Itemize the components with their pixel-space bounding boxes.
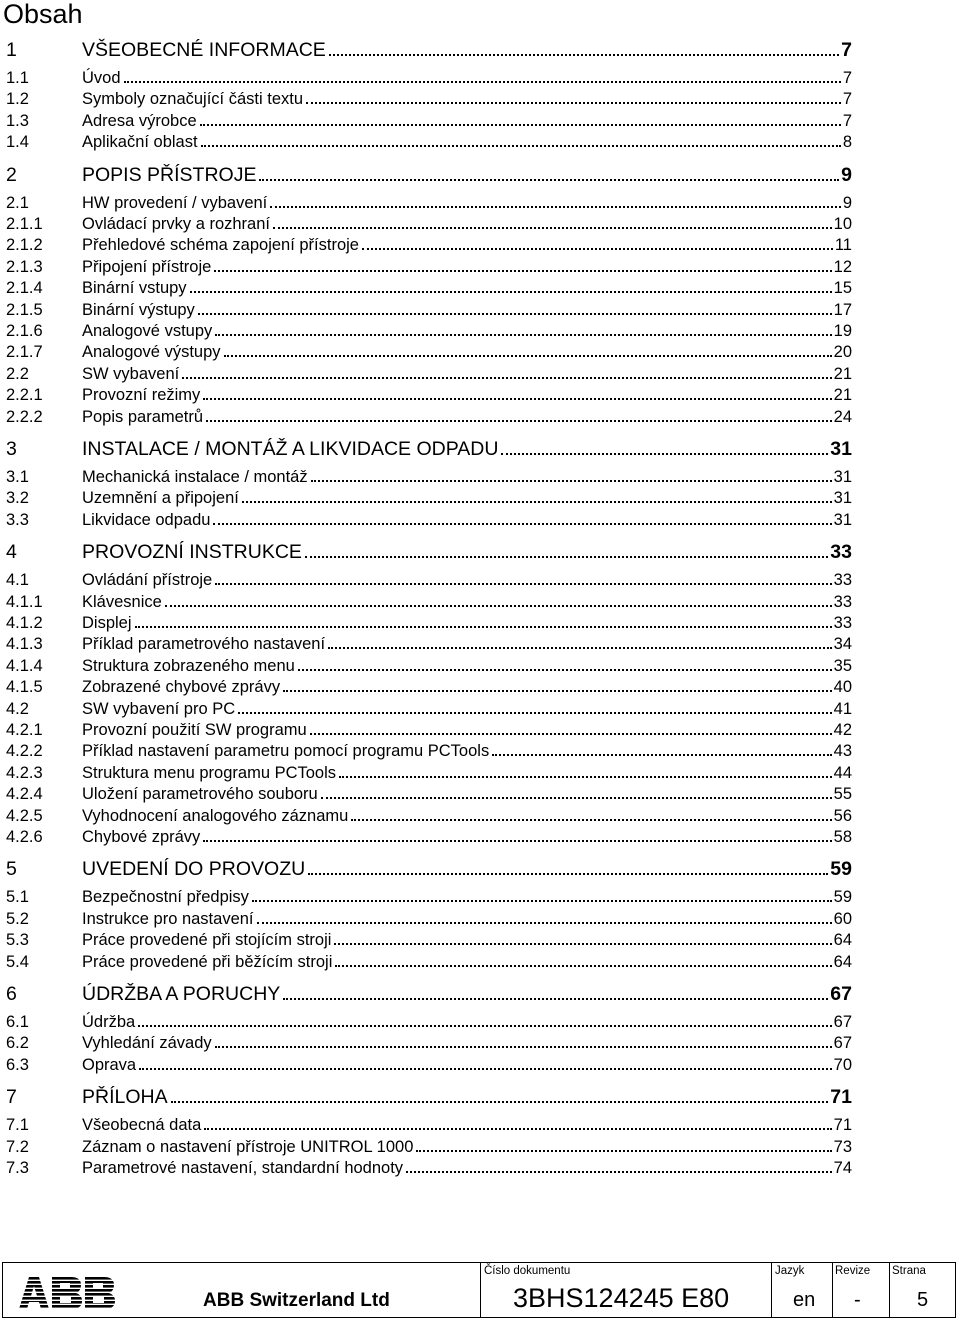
toc-entry-page: 7 <box>842 111 852 130</box>
toc-entry-page: 24 <box>833 407 852 426</box>
toc-entry-title: Mechanická instalace / montáž <box>82 468 308 486</box>
toc-dot-leader <box>139 1068 832 1070</box>
toc-entry-page: 71 <box>830 1086 852 1109</box>
toc-entry-number: 6.2 <box>6 1034 29 1053</box>
toc-dot-leader <box>335 965 831 967</box>
toc-dot-leader <box>311 480 832 482</box>
toc-entry-number: 7.3 <box>6 1159 29 1177</box>
toc-section-row[interactable] <box>6 1156 852 1178</box>
toc-entry-title: Analogové výstupy <box>82 343 221 362</box>
toc-entry-number: 6.3 <box>6 1055 29 1074</box>
toc-section-row[interactable] <box>6 508 852 530</box>
toc-dot-leader <box>213 523 831 525</box>
toc-entry-page: 11 <box>834 236 852 255</box>
toc-section-row[interactable] <box>6 697 852 719</box>
toc-section-row[interactable] <box>6 405 852 427</box>
toc-chapter-row[interactable] <box>6 538 852 564</box>
toc-entry-number: 2.2.1 <box>6 386 43 405</box>
toc-dot-leader <box>362 248 833 250</box>
toc-section-row[interactable] <box>6 276 852 298</box>
toc-entry-title: Všeobecná data <box>82 1116 202 1135</box>
toc-entry-page: 12 <box>833 257 852 276</box>
toc-entry-page: 67 <box>830 983 852 1005</box>
toc-dot-leader <box>283 998 828 1000</box>
toc-entry-page: 10 <box>833 215 852 233</box>
toc-dot-leader <box>308 873 828 875</box>
toc-dot-leader <box>165 605 832 607</box>
toc-section-row[interactable] <box>6 804 852 826</box>
toc-dot-leader <box>203 840 831 842</box>
toc-entry-number: 4.1.4 <box>6 656 43 675</box>
toc-entry-number: 2.1.1 <box>6 215 43 233</box>
company-name: ABB Switzerland Ltd <box>203 1290 390 1311</box>
toc-dot-leader <box>406 1171 832 1173</box>
toc-section-row[interactable] <box>6 298 852 320</box>
toc-entry-title: Úvod <box>82 69 121 87</box>
toc-dot-leader <box>200 124 841 126</box>
toc-entry-number: 5.1 <box>6 888 29 907</box>
toc-entry-title: VŠEOBECNÉ INFORMACE <box>82 39 326 61</box>
toc-entry-number: 2.2.2 <box>6 407 43 426</box>
toc-section-row[interactable] <box>6 825 852 847</box>
toc-entry-page: 15 <box>833 279 852 298</box>
toc-chapter-row[interactable] <box>6 855 852 881</box>
toc-entry-number: 4.2.3 <box>6 763 43 782</box>
footer-divider <box>832 1263 833 1317</box>
toc-section-row[interactable] <box>6 486 852 508</box>
toc-section-row[interactable] <box>6 907 852 929</box>
toc-dot-leader <box>204 1128 831 1130</box>
toc-entry-number: 2 <box>6 163 17 186</box>
toc-entry-number: 4 <box>6 541 17 564</box>
toc-dot-leader <box>492 754 831 756</box>
toc-section-row[interactable] <box>6 1010 852 1032</box>
toc-entry-number: 6 <box>6 983 17 1005</box>
toc-entry-page: 44 <box>833 763 852 782</box>
toc-dot-leader <box>334 943 831 945</box>
toc-entry-page: 64 <box>833 952 852 971</box>
toc-entry-page: 21 <box>833 386 852 405</box>
toc-entry-page: 74 <box>833 1159 852 1177</box>
toc-dot-leader <box>321 797 832 799</box>
toc-entry-title: PROVOZNÍ INSTRUKCE <box>82 541 302 564</box>
toc-section-row[interactable] <box>6 885 852 907</box>
toc-entry-number: 6.1 <box>6 1013 29 1031</box>
toc-section-row[interactable] <box>6 233 852 255</box>
toc-entry-number: 4.2 <box>6 699 29 718</box>
toc-chapter-row[interactable] <box>6 435 852 461</box>
toc-entry-page: 59 <box>830 858 852 881</box>
toc-entry-page: 9 <box>841 163 852 186</box>
toc-section-row[interactable] <box>6 611 852 633</box>
toc-dot-leader <box>298 669 832 671</box>
toc-entry-page: 7 <box>842 69 852 87</box>
toc-entry-page: 56 <box>833 806 852 825</box>
toc-dot-leader <box>310 733 832 735</box>
toc-entry-page: 43 <box>833 742 852 761</box>
toc-entry-page: 70 <box>833 1055 852 1074</box>
toc-dot-leader <box>201 145 841 147</box>
toc-entry-title: HW provedení / vybavení <box>82 193 268 212</box>
toc-entry-page: 40 <box>833 678 852 697</box>
toc-section-row[interactable] <box>6 1031 852 1053</box>
toc-dot-leader <box>135 626 832 628</box>
toc-entry-page: 59 <box>833 888 852 907</box>
toc-dot-leader <box>329 54 839 56</box>
toc-entry-number: 2.1.4 <box>6 279 43 298</box>
toc-entry-page: 7 <box>841 39 852 61</box>
toc-dot-leader <box>351 819 831 821</box>
toc-entry-number: 5.4 <box>6 952 29 971</box>
toc-entry-number: 2.1.6 <box>6 322 43 340</box>
toc-section-row[interactable] <box>6 1053 852 1075</box>
toc-entry-number: 4.2.5 <box>6 806 43 825</box>
toc-entry-title: SW vybavení pro PC <box>82 699 236 718</box>
toc-entry-number: 4.2.2 <box>6 742 43 761</box>
toc-chapter-row[interactable] <box>6 161 852 187</box>
toc-entry-page: 64 <box>833 931 852 950</box>
toc-entry-title: PŘÍLOHA <box>82 1086 168 1109</box>
language-label: Jazyk <box>775 1265 805 1277</box>
toc-entry-page: 20 <box>833 343 852 362</box>
page-number: 5 <box>917 1289 929 1311</box>
toc-entry-page: 73 <box>833 1137 852 1156</box>
toc-section-row[interactable] <box>6 362 852 384</box>
toc-section-row[interactable] <box>6 465 852 487</box>
abb-logo <box>19 1277 115 1309</box>
toc-entry-number: 5.3 <box>6 931 29 950</box>
toc-entry-page: 34 <box>833 635 852 654</box>
toc-dot-leader <box>215 1046 832 1048</box>
toc-section-row[interactable] <box>6 950 852 972</box>
document-footer <box>2 1262 956 1318</box>
toc-entry-number: 4.1.2 <box>6 614 43 632</box>
toc-entry-title: UVEDENÍ DO PROVOZU <box>82 858 306 881</box>
toc-entry-page: 41 <box>833 699 852 718</box>
toc-section-row[interactable] <box>6 739 852 761</box>
toc-entry-title: INSTALACE / MONTÁŽ A LIKVIDACE ODPADU <box>82 438 499 460</box>
toc-entry-number: 4.2.1 <box>6 721 43 739</box>
toc-dot-leader <box>283 690 832 692</box>
page-title: Obsah <box>3 0 83 29</box>
toc-entry-title: Aplikační oblast <box>82 133 198 152</box>
toc-entry-page: 71 <box>833 1116 852 1135</box>
language-value: en <box>793 1289 816 1311</box>
toc-entry-number: 3.3 <box>6 510 29 529</box>
toc-section-row[interactable] <box>6 654 852 676</box>
toc-section-row[interactable] <box>6 782 852 804</box>
footer-divider <box>771 1263 772 1317</box>
toc-section-row[interactable] <box>6 255 852 277</box>
toc-entry-number: 4.1.1 <box>6 592 43 611</box>
toc-entry-title: Uzemnění a připojení <box>82 489 239 508</box>
toc-section-row[interactable] <box>6 130 852 152</box>
toc-entry-title: POPIS PŘÍSTROJE <box>82 163 257 186</box>
toc-entry-number: 1.2 <box>6 90 29 109</box>
toc-entry-page: 17 <box>833 300 852 319</box>
toc-dot-leader <box>190 291 832 293</box>
toc-entry-number: 2.1.2 <box>6 236 43 255</box>
toc-entry-title: Přehledové schéma zapojení přístroje <box>82 236 359 255</box>
toc-entry-number: 7.1 <box>6 1116 29 1135</box>
toc-entry-title: Displej <box>82 614 132 632</box>
toc-entry-page: 9 <box>842 193 852 212</box>
toc-dot-leader <box>259 179 839 181</box>
toc-entry-page: 42 <box>833 721 852 739</box>
toc-entry-title: ÚDRŽBA A PORUCHY <box>82 983 281 1005</box>
toc-entry-title: Adresa výrobce <box>82 111 197 130</box>
toc-dot-leader <box>305 556 828 558</box>
toc-dot-leader <box>270 206 841 208</box>
toc-entry-title: Parametrové nastavení, standardní hodnoty <box>82 1159 404 1177</box>
toc-section-row[interactable] <box>6 1135 852 1157</box>
toc-entry-title: Vyhodnocení analogového záznamu <box>82 806 349 825</box>
toc-entry-page: 31 <box>830 438 852 460</box>
toc-entry-page: 19 <box>833 322 852 340</box>
toc-dot-leader <box>206 420 832 422</box>
toc-dot-leader <box>124 81 841 83</box>
toc-entry-title: Práce provedené při stojícím stroji <box>82 931 332 950</box>
toc-entry-title: Struktura zobrazeného menu <box>82 656 295 675</box>
toc-dot-leader <box>215 583 831 585</box>
toc-entry-number: 3.1 <box>6 468 29 486</box>
revision-value: - <box>854 1289 861 1311</box>
toc-entry-page: 35 <box>833 656 852 675</box>
toc-entry-title: Zobrazené chybové zprávy <box>82 678 281 697</box>
toc-chapter-row[interactable] <box>6 1083 852 1109</box>
toc-dot-leader <box>214 270 831 272</box>
toc-entry-page: 31 <box>833 489 852 508</box>
toc-entry-number: 4.1.5 <box>6 678 43 697</box>
toc-entry-page: 8 <box>842 133 852 152</box>
toc-entry-number: 7.2 <box>6 1137 29 1156</box>
toc-entry-number: 2.1.7 <box>6 343 43 362</box>
toc-dot-leader <box>198 313 832 315</box>
toc-entry-title: Příklad parametrového nastavení <box>82 635 326 654</box>
doc-number: 3BHS124245 E80 <box>513 1283 730 1313</box>
toc-section-row[interactable] <box>6 761 852 783</box>
toc-section-row[interactable] <box>6 1113 852 1135</box>
toc-dot-leader <box>339 776 832 778</box>
toc-entry-title: Provozní režimy <box>82 386 201 405</box>
toc-dot-leader <box>203 398 831 400</box>
toc-entry-title: SW vybavení <box>82 364 180 383</box>
toc-section-row[interactable] <box>6 340 852 362</box>
toc-dot-leader <box>224 355 832 357</box>
toc-entry-page: 33 <box>833 571 852 590</box>
toc-entry-title: Chybové zprávy <box>82 828 201 846</box>
toc-entry-page: 55 <box>833 785 852 804</box>
toc-section-row[interactable] <box>6 383 852 405</box>
toc-dot-leader <box>138 1025 831 1027</box>
toc-entry-page: 21 <box>833 364 852 383</box>
toc-dot-leader <box>171 1101 829 1103</box>
toc-entry-number: 7 <box>6 1086 17 1109</box>
toc-section-row[interactable] <box>6 109 852 131</box>
toc-section-row[interactable] <box>6 928 852 950</box>
toc-entry-title: Uložení parametrového souboru <box>82 785 318 804</box>
toc-chapter-row[interactable] <box>6 36 852 62</box>
toc-entry-number: 1.3 <box>6 111 29 130</box>
toc-entry-page: 33 <box>830 541 852 564</box>
doc-number-label: Číslo dokumentu <box>484 1265 571 1277</box>
toc-entry-number: 4.1.3 <box>6 635 43 654</box>
toc-entry-title: Instrukce pro nastavení <box>82 909 254 928</box>
toc-dot-leader <box>306 102 841 104</box>
toc-entry-number: 2.1 <box>6 193 29 212</box>
footer-divider <box>889 1263 890 1317</box>
toc-entry-title: Popis parametrů <box>82 407 204 426</box>
toc-entry-number: 1.1 <box>6 69 29 87</box>
toc-entry-number: 4.2.6 <box>6 828 43 846</box>
toc-dot-leader <box>215 334 831 336</box>
toc-entry-number: 4.1 <box>6 571 29 590</box>
toc-entry-number: 1.4 <box>6 133 29 152</box>
toc-entry-number: 3 <box>6 438 17 460</box>
toc-entry-number: 2.2 <box>6 364 29 383</box>
toc-entry-title: Připojení přístroje <box>82 257 212 276</box>
toc-entry-number: 5 <box>6 858 17 881</box>
toc-entry-page: 31 <box>833 468 852 486</box>
toc-entry-number: 2.1.5 <box>6 300 43 319</box>
page-label: Strana <box>892 1265 926 1277</box>
toc-entry-page: 33 <box>833 592 852 611</box>
toc-dot-leader <box>501 453 828 455</box>
toc-section-row[interactable] <box>6 568 852 590</box>
toc-section-row[interactable] <box>6 632 852 654</box>
toc-section-row[interactable] <box>6 212 852 234</box>
toc-section-row[interactable] <box>6 675 852 697</box>
toc-dot-leader <box>273 227 832 229</box>
toc-dot-leader <box>328 647 832 649</box>
toc-dot-leader <box>257 922 832 924</box>
revision-label: Revize <box>835 1265 871 1277</box>
toc-section-row[interactable] <box>6 590 852 612</box>
toc-dot-leader <box>242 501 832 503</box>
toc-entry-title: Analogové vstupy <box>82 322 213 340</box>
toc-entry-number: 5.2 <box>6 909 29 928</box>
toc-entry-title: Ovládací prvky a rozhraní <box>82 215 270 233</box>
toc-entry-page: 67 <box>833 1034 852 1053</box>
toc-section-row[interactable] <box>6 319 852 341</box>
footer-divider <box>480 1263 481 1317</box>
toc-entry-title: Oprava <box>82 1055 137 1074</box>
toc-section-row[interactable] <box>6 191 852 213</box>
toc-entry-title: Údržba <box>82 1013 136 1031</box>
toc-chapter-row[interactable] <box>6 980 852 1006</box>
toc-entry-title: Klávesnice <box>82 592 162 611</box>
toc-dot-leader <box>238 712 832 714</box>
toc-entry-title: Binární výstupy <box>82 300 195 319</box>
toc-entry-page: 33 <box>833 614 852 632</box>
toc-entry-title: Příklad nastavení parametru pomocí programu PCTools <box>82 742 490 761</box>
toc-entry-number: 4.2.4 <box>6 785 43 804</box>
toc-entry-title: Symboly označující části textu <box>82 90 304 109</box>
toc-entry-number: 3.2 <box>6 489 29 508</box>
toc-entry-page: 60 <box>833 909 852 928</box>
toc-entry-number: 2.1.3 <box>6 257 43 276</box>
toc-entry-title: Likvidace odpadu <box>82 510 211 529</box>
toc-section-row[interactable] <box>6 66 852 88</box>
toc-entry-page: 58 <box>833 828 852 846</box>
toc-dot-leader <box>252 900 832 902</box>
toc-dot-leader <box>182 377 831 379</box>
toc-entry-title: Struktura menu programu PCTools <box>82 763 337 782</box>
toc-section-row[interactable] <box>6 87 852 109</box>
toc-entry-title: Provozní použití SW programu <box>82 721 307 739</box>
toc-entry-title: Práce provedené při běžícím stroji <box>82 952 333 971</box>
toc-entry-page: 31 <box>833 510 852 529</box>
toc-entry-title: Binární vstupy <box>82 279 187 298</box>
toc-entry-title: Vyhledání závady <box>82 1034 212 1053</box>
toc-entry-title: Záznam o nastavení přístroje UNITROL 1000 <box>82 1137 414 1156</box>
toc-entry-number: 1 <box>6 39 17 61</box>
toc-entry-page: 67 <box>833 1013 852 1031</box>
toc-entry-title: Bezpečnostní předpisy <box>82 888 249 907</box>
toc-entry-title: Ovládání přístroje <box>82 571 213 590</box>
toc-entry-page: 7 <box>842 90 852 109</box>
toc-dot-leader <box>416 1150 831 1152</box>
toc-section-row[interactable] <box>6 718 852 740</box>
